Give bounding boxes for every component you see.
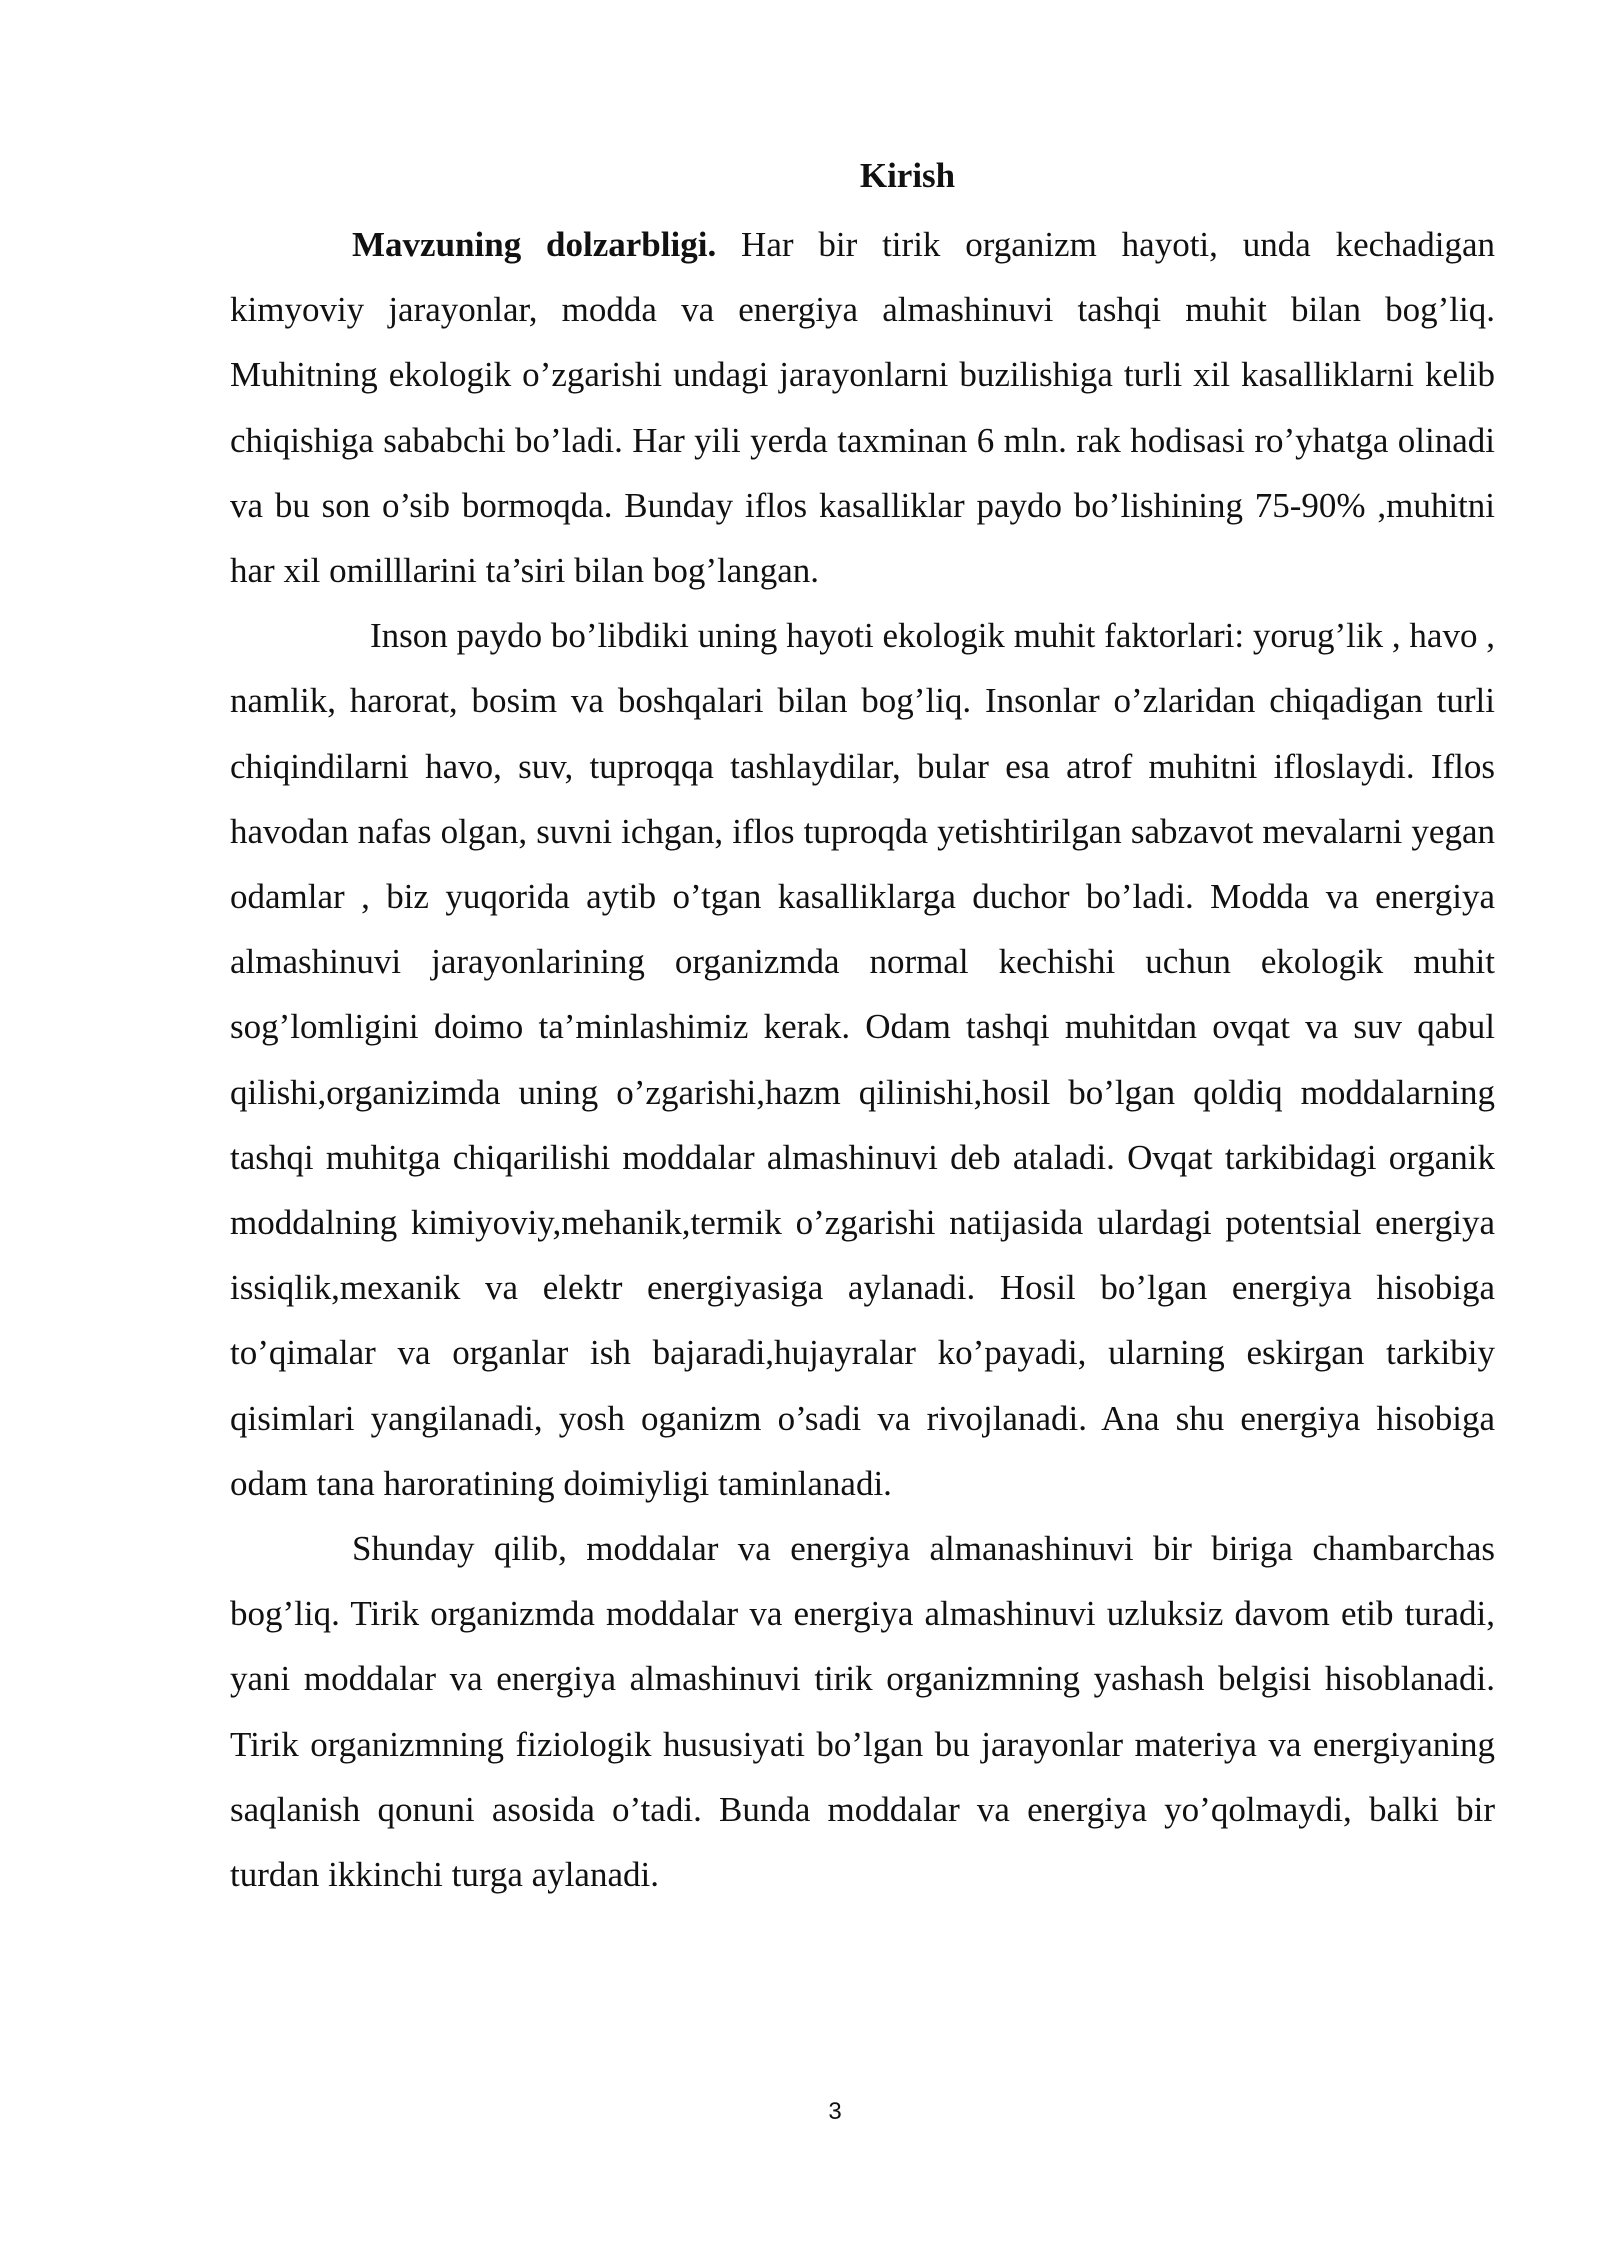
paragraph-lead-heading: Mavzuning dolzarbligi. bbox=[352, 225, 717, 264]
paragraph-text: Har bir tirik organizm hayoti, unda kechadigan kimyoviy jarayonlar, modda va energiya almashinuvi tashqi muhit bilan bog’liq. Muhitning ekologik o’zgarishi undagi jarayonlarni buzilishiga turli xil kasalliklarni kelib chiqishiga sababchi bo’ladi. Har yili yerda taxminan 6 mln. rak hodisasi ro’yhatga olinadi va bu son o’sib bormoqda. Bunday iflos kasalliklar paydo bo’lishining 75-90% ,muhitni har xil omilllarini ta’siri bilan bog’langan. bbox=[230, 225, 1495, 591]
paragraph-relevance bbox=[230, 212, 1495, 603]
paragraph-conclusion bbox=[230, 1516, 1495, 1907]
paragraph-ecology bbox=[230, 603, 1495, 1516]
section-title: Kirish bbox=[859, 156, 956, 195]
page-number: 3 bbox=[828, 2098, 842, 2125]
paragraph-text: Inson paydo bo’libdiki uning hayoti ekologik muhit faktorlari: yorug’lik , havo , namlik, harorat, bosim va boshqalari bilan bog’liq. Insonlar o’zlaridan chiqadigan turli chiqindilarni havo, suv, tuproqqa tashlaydilar, bular esa atrof muhitni ifloslaydi. Iflos havodan nafas olgan, suvni ichgan, iflos tuproqda yetishtirilgan sabzavot mevalarni yegan odamlar , biz yuqorida aytib o’tgan kasalliklarga duchor bo’ladi. Modda va energiya almashinuvi jarayonlarining organizmda normal kechishi uchun ekologik muhit sog’lomligini doimo ta’minlashimiz kerak. Odam tashqi muhitdan ovqat va suv qabul qilishi,organizimda uning o’zgarishi,hazm qilinishi,hosil bo’lgan qoldiq moddalarning tashqi muhitga chiqarilishi moddalar almashinuvi deb ataladi. Ovqat tarkibidagi organik moddalning kimiyoviy,mehanik,termik o’zgarishi natijasida ulardagi potentsial energiya issiqlik,mexanik va elektr energiyasiga aylanadi. Hosil bo’lgan energiya hisobiga to’qimalar va organlar ish bajaradi,hujayralar ko’payadi, ularning eskirgan tarkibiy qisimlari yangilanadi, yosh oganizm o’sadi va rivojlanadi. Ana shu energiya hisobiga odam tana haroratining doimiyligi taminlanadi. bbox=[230, 616, 1495, 1503]
paragraph-text: Shunday qilib, moddalar va energiya almanashinuvi bir biriga chambarchas bog’liq. Tirik organizmda moddalar va energiya almashinuvi uzluksiz davom etib turadi, yani moddalar va energiya almashinuvi tirik organizmning yashash belgisi hisoblanadi. Tirik organizmning fiziologik hususiyati bo’lgan bu jarayonlar materiya va energiyaning saqlanish qonuni asosida o’tadi. Bunda moddalar va energiya yo’qolmaydi, balki bir turdan ikkinchi turga aylanadi. bbox=[230, 1529, 1495, 1895]
document-page bbox=[230, 148, 1495, 1907]
